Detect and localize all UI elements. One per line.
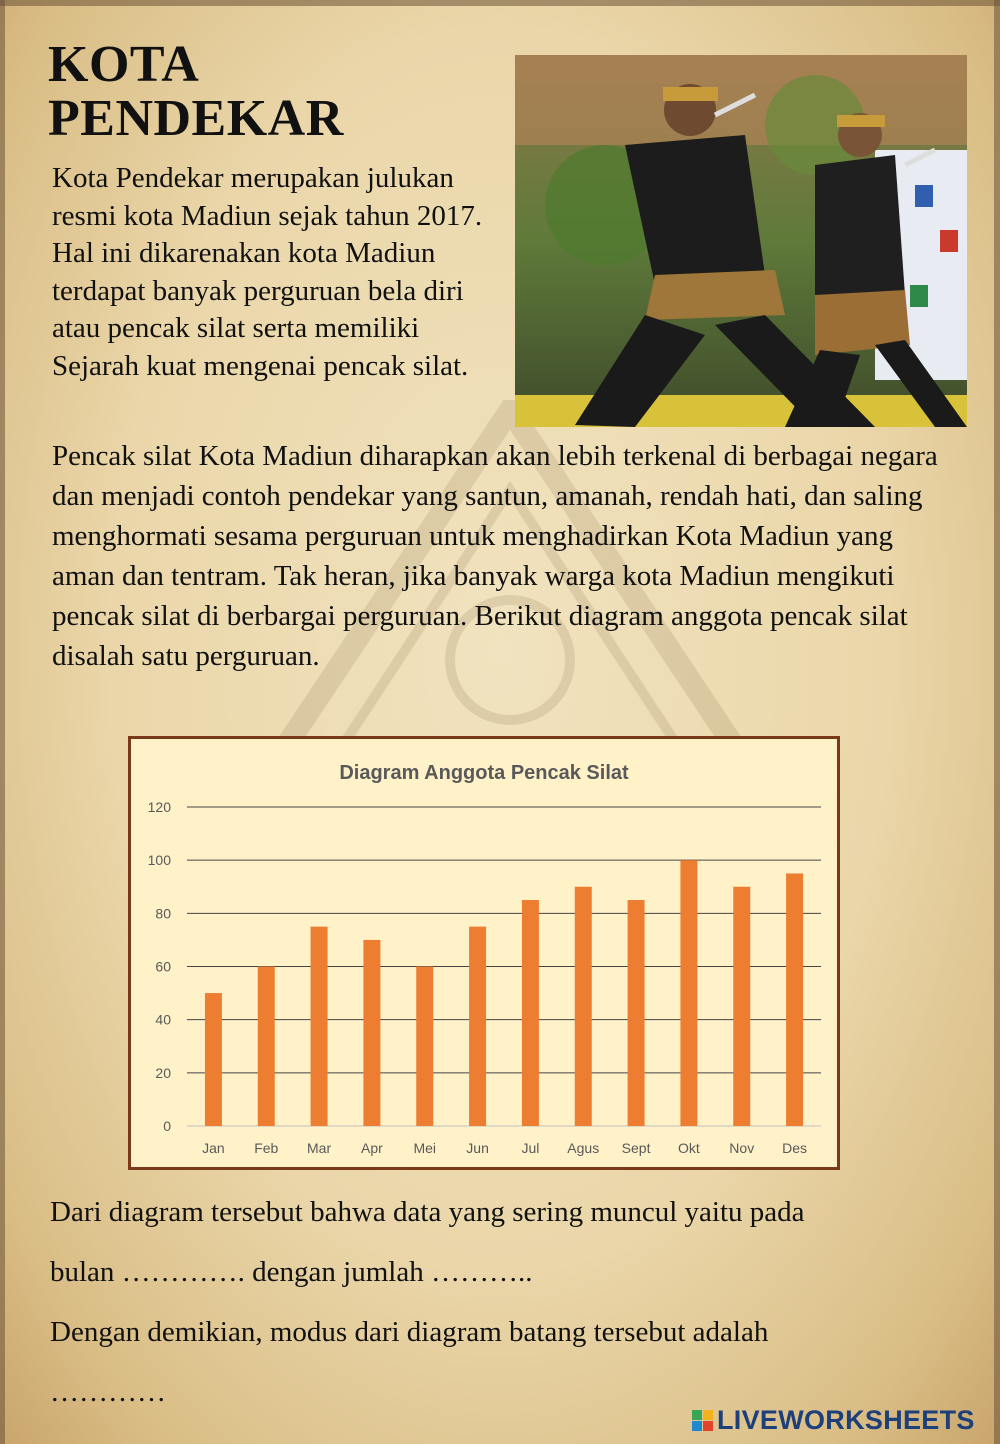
y-tick-label: 0	[163, 1118, 171, 1134]
question-line-4: …………	[50, 1376, 166, 1408]
burnt-edge-right	[994, 0, 1000, 1444]
x-tick-label-agus: Agus	[567, 1140, 600, 1156]
bar-okt	[680, 860, 697, 1126]
bar-jul	[522, 900, 539, 1126]
y-tick-label: 120	[147, 799, 171, 815]
x-tick-label-nov: Nov	[729, 1140, 755, 1156]
bar-des	[786, 873, 803, 1126]
x-tick-label-apr: Apr	[361, 1140, 383, 1156]
bar-sept	[628, 900, 645, 1126]
chart-bars	[205, 860, 803, 1126]
bar-mar	[311, 927, 328, 1126]
question-line-1: Dari diagram tersebut bahwa data yang sering muncul yaitu pada	[50, 1196, 805, 1228]
x-tick-label-des: Des	[782, 1140, 808, 1156]
intro-paragraph: Kota Pendekar merupakan julukan resmi kota Madiun sejak tahun 2017. Hal ini dikarenakan kota Madiun terdapat banyak perguruan bela diri atau pencak silat serta memiliki Sejarah kuat mengenai pencak silat.	[52, 162, 483, 382]
chart-canvas	[131, 739, 837, 1167]
bar-nov	[733, 887, 750, 1126]
y-tick-label: 40	[155, 1011, 171, 1028]
liveworksheets-logo[interactable]	[692, 1404, 975, 1436]
bar-feb	[258, 967, 275, 1127]
bar-jan	[205, 993, 222, 1126]
x-tick-label-sept: Sept	[621, 1140, 651, 1156]
burnt-edge-top	[0, 0, 1000, 6]
bar-jun	[469, 927, 486, 1126]
burnt-edge-left	[0, 0, 5, 1444]
chart-title: Diagram Anggota Pencak Silat	[339, 762, 629, 784]
body-paragraph: Pencak silat Kota Madiun diharapkan akan lebih terkenal di berbagai negara dan menjadi contoh pendekar yang santun, amanah, rendah hati, dan saling menghormati sesama perguruan untuk menghadirkan Kota Madiun yang aman dan tentram. Tak heran, jika banyak warga kota Madiun mengikuti pencak silat di berbargai perguruan. Berikut diagram anggota pencak silat disalah satu perguruan.	[52, 440, 938, 672]
x-tick-label-jul: Jul	[521, 1140, 540, 1156]
page-title	[48, 38, 468, 146]
x-tick-label-jan: Jan	[202, 1140, 225, 1156]
title-line-1: KOTA	[48, 36, 200, 93]
x-tick-label-mei: Mei	[413, 1140, 437, 1156]
bar-agus	[575, 887, 592, 1126]
y-tick-label: 60	[155, 958, 171, 975]
question-line-2: bulan …………. dengan jumlah ………..	[50, 1256, 533, 1288]
question-line-3: Dengan demikian, modus dari diagram batang tersebut adalah	[50, 1316, 769, 1348]
y-tick-label: 20	[155, 1064, 171, 1081]
x-tick-label-feb: Feb	[254, 1140, 279, 1156]
x-tick-label-mar: Mar	[307, 1140, 332, 1156]
bar-mei	[416, 967, 433, 1127]
bar-apr	[363, 940, 380, 1126]
bar-chart	[128, 736, 840, 1170]
y-tick-label: 100	[147, 852, 171, 869]
chart-grid	[187, 807, 821, 1126]
liveworksheets-icon	[692, 1410, 713, 1431]
x-tick-label-okt: Okt	[678, 1140, 700, 1156]
x-tick-label-jun: Jun	[466, 1140, 489, 1156]
y-tick-label: 80	[155, 905, 171, 922]
title-line-2: PENDEKAR	[48, 90, 344, 147]
brand-name: LIVEWORKSHEETS	[717, 1404, 975, 1435]
pencak-silat-photo	[515, 55, 967, 427]
